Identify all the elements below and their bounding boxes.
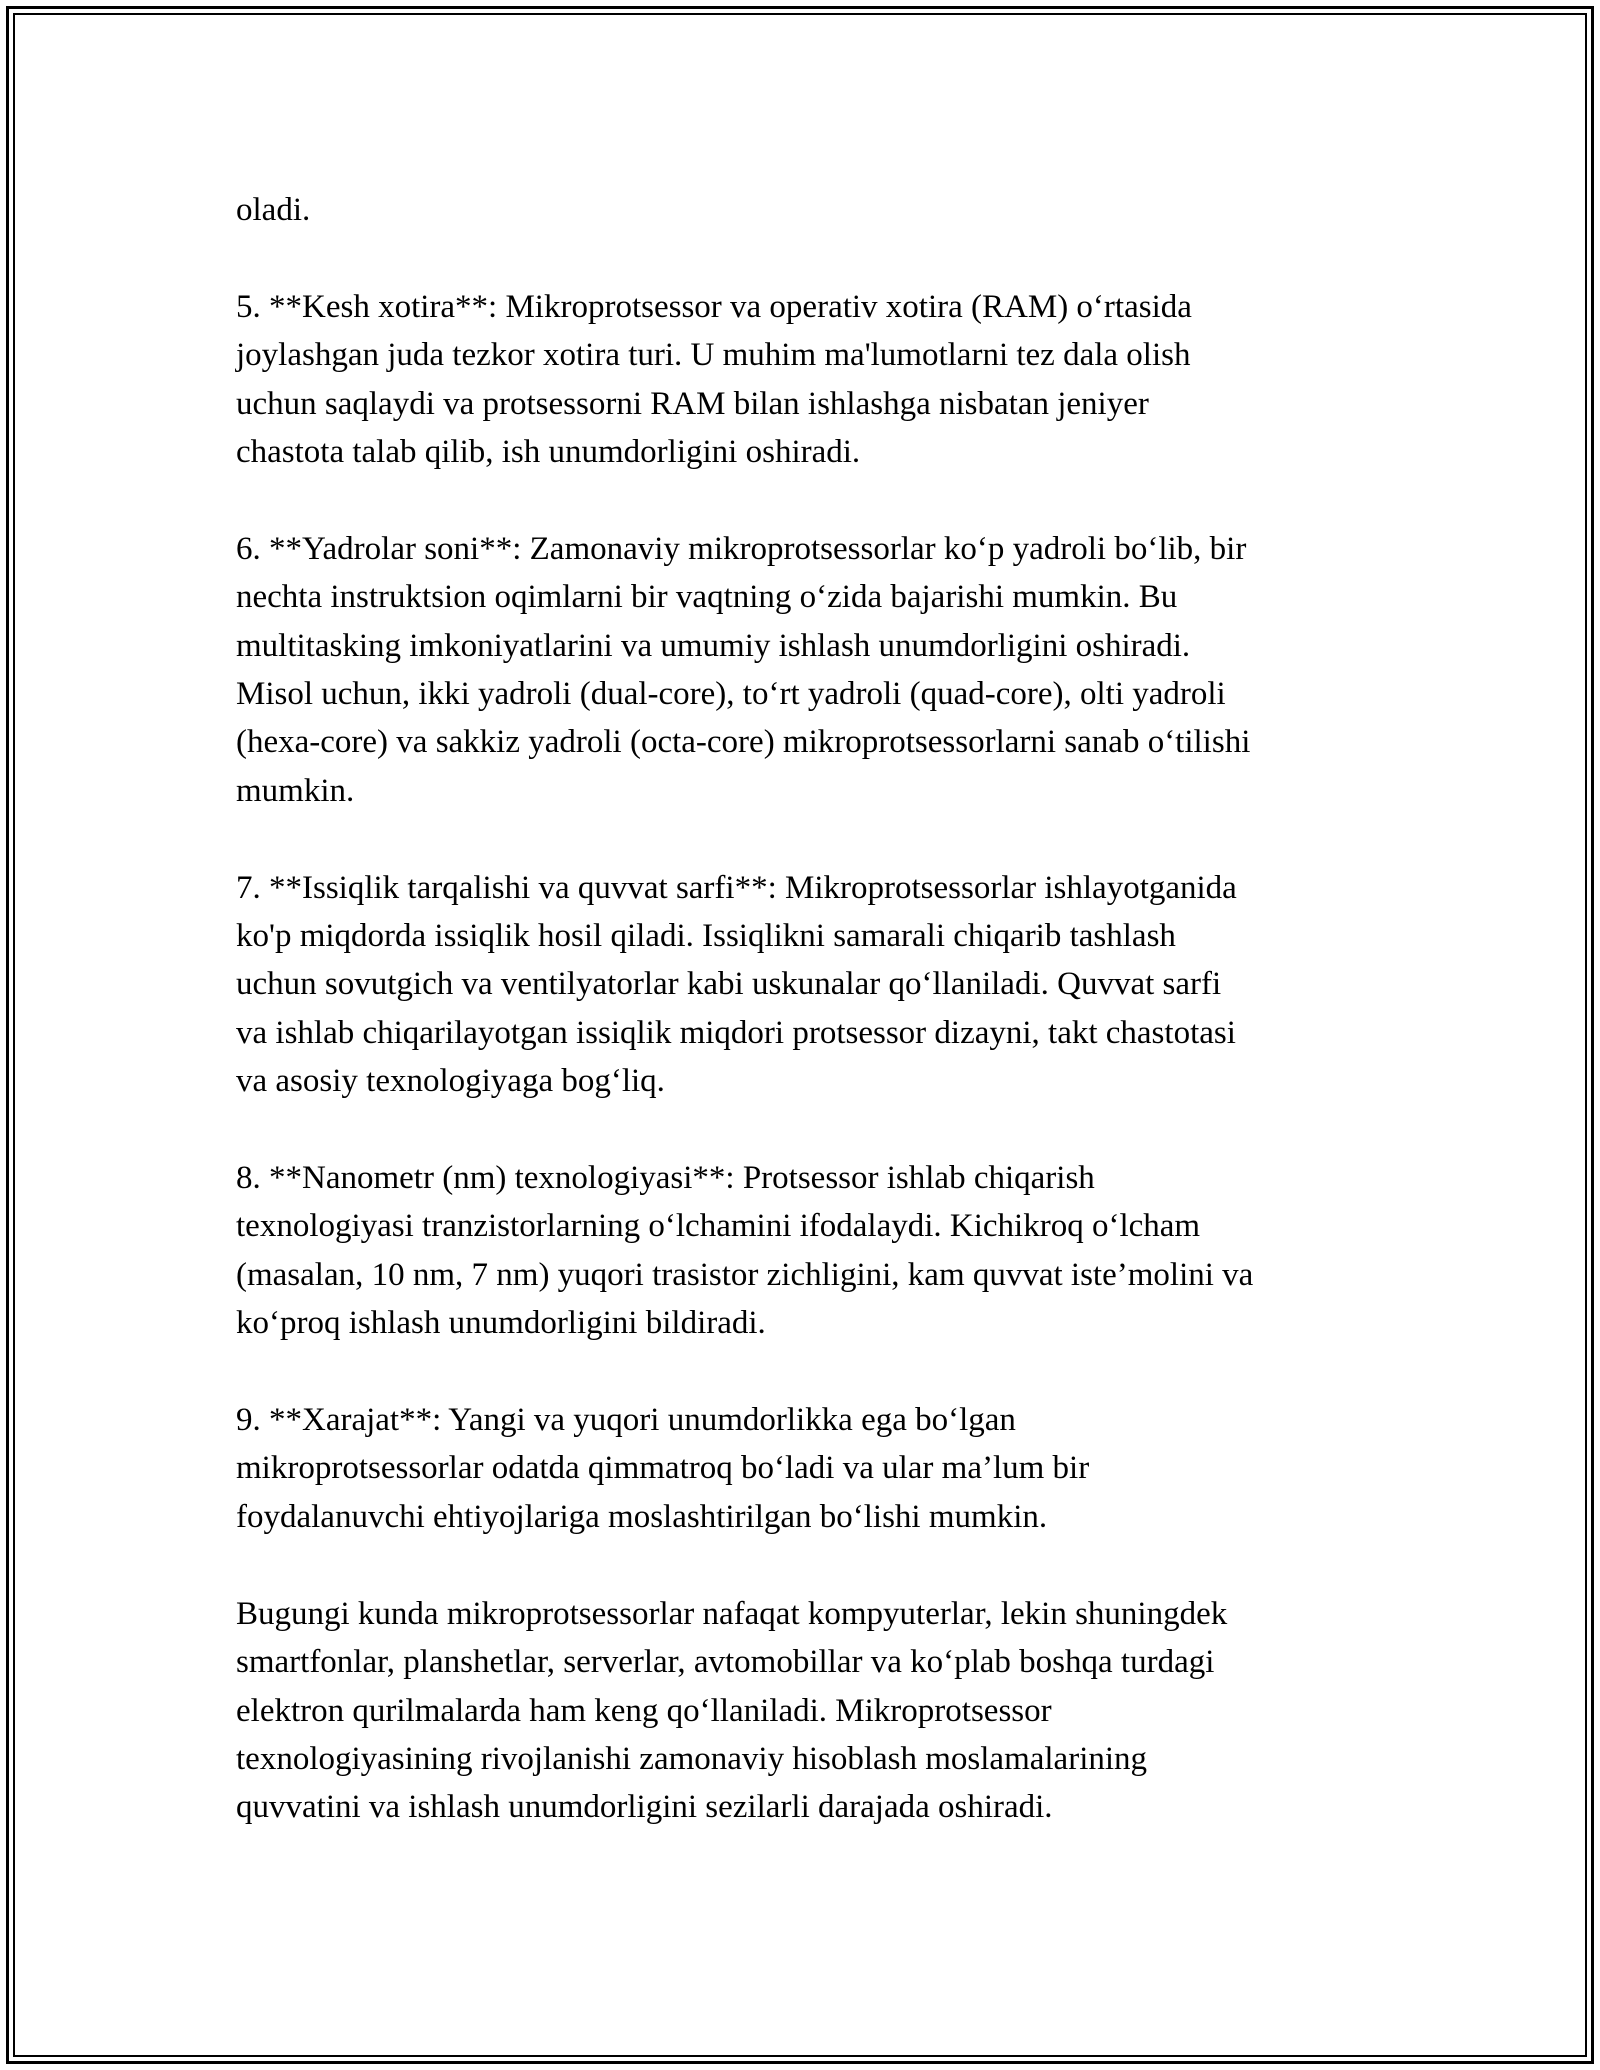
paragraph-heat-power: 7. **Issiqlik tarqalishi va quvvat sarfi**: Mikroprotsessorlar ishlayotganida ko'p miqdorda issiqlik hosil qiladi. Issiqlikni samarali chiqarib tashlash uchun sovutgich va ventilyatorlar kabi uskunalar qo‘llaniladi. Quvvat sarfi va ishlab chiqarilayotgan issiqlik miqdori protsessor dizayni, takt chastotasi va asosiy texnologiyaga bog‘liq.	[236, 869, 1237, 1100]
paragraph-core-count: 6. **Yadrolar soni**: Zamonaviy mikroprotsessorlar ko‘p yadroli bo‘lib, bir nechta instruktsion oqimlarni bir vaqtning o‘zida bajarishi mumkin. Bu multitasking imkoniyatlarini va umumiy ishlash unumdorligini oshiradi. Misol uchun, ikki yadroli (dual-core), to‘rt yadroli (quad-core), olti yadroli (hexa-core) va sakkiz yadroli (octa-core) mikroprotsessorlarni sanab o‘tilishi mumkin.	[236, 530, 1251, 809]
document-body	[236, 186, 1376, 1880]
paragraph-conclusion: Bugungi kunda mikroprotsessorlar nafaqat kompyuterlar, lekin shuningdek smartfonlar, planshetlar, serverlar, avtomobillar va ko‘plab boshqa turdagi elektron qurilmalarda ham keng qo‘llaniladi. Mikroprotsessor texnologiyasining rivojlanishi zamonaviy hisoblash moslamalarining quvvatini va ishlash unumdorligini sezilarli darajada oshiradi.	[236, 1595, 1228, 1826]
paragraph-cost: 9. **Xarajat**: Yangi va yuqori unumdorlikka ega bo‘lgan mikroprotsessorlar odatda qimmatroq bo‘ladi va ular ma’lum bir foydalanuvchi ehtiyojlariga moslashtirilgan bo‘lishi mumkin.	[236, 1402, 1090, 1535]
paragraph-continuation: oladi.	[236, 192, 311, 228]
paragraph-nanometer-technology: 8. **Nanometr (nm) texnologiyasi**: Protsessor ishlab chiqarish texnologiyasi tranzistorlarning o‘lchamini ifodalaydi. Kichikroq o‘lcham (masalan, 10 nm, 7 nm) yuqori trasistor zichligini, kam quvvat iste’molini va ko‘proq ishlash unumdorligini bildiradi.	[236, 1160, 1254, 1342]
paragraph-cache-memory: 5. **Kesh xotira**: Mikroprotsessor va operativ xotira (RAM) o‘rtasida joylashgan juda tezkor xotira turi. U muhim ma'lumotlarni tez dala olish uchun saqlaydi va protsessorni RAM bilan ishlashga nisbatan jeniyer chastota talab qilib, ish unumdorligini oshiradi.	[236, 288, 1192, 471]
